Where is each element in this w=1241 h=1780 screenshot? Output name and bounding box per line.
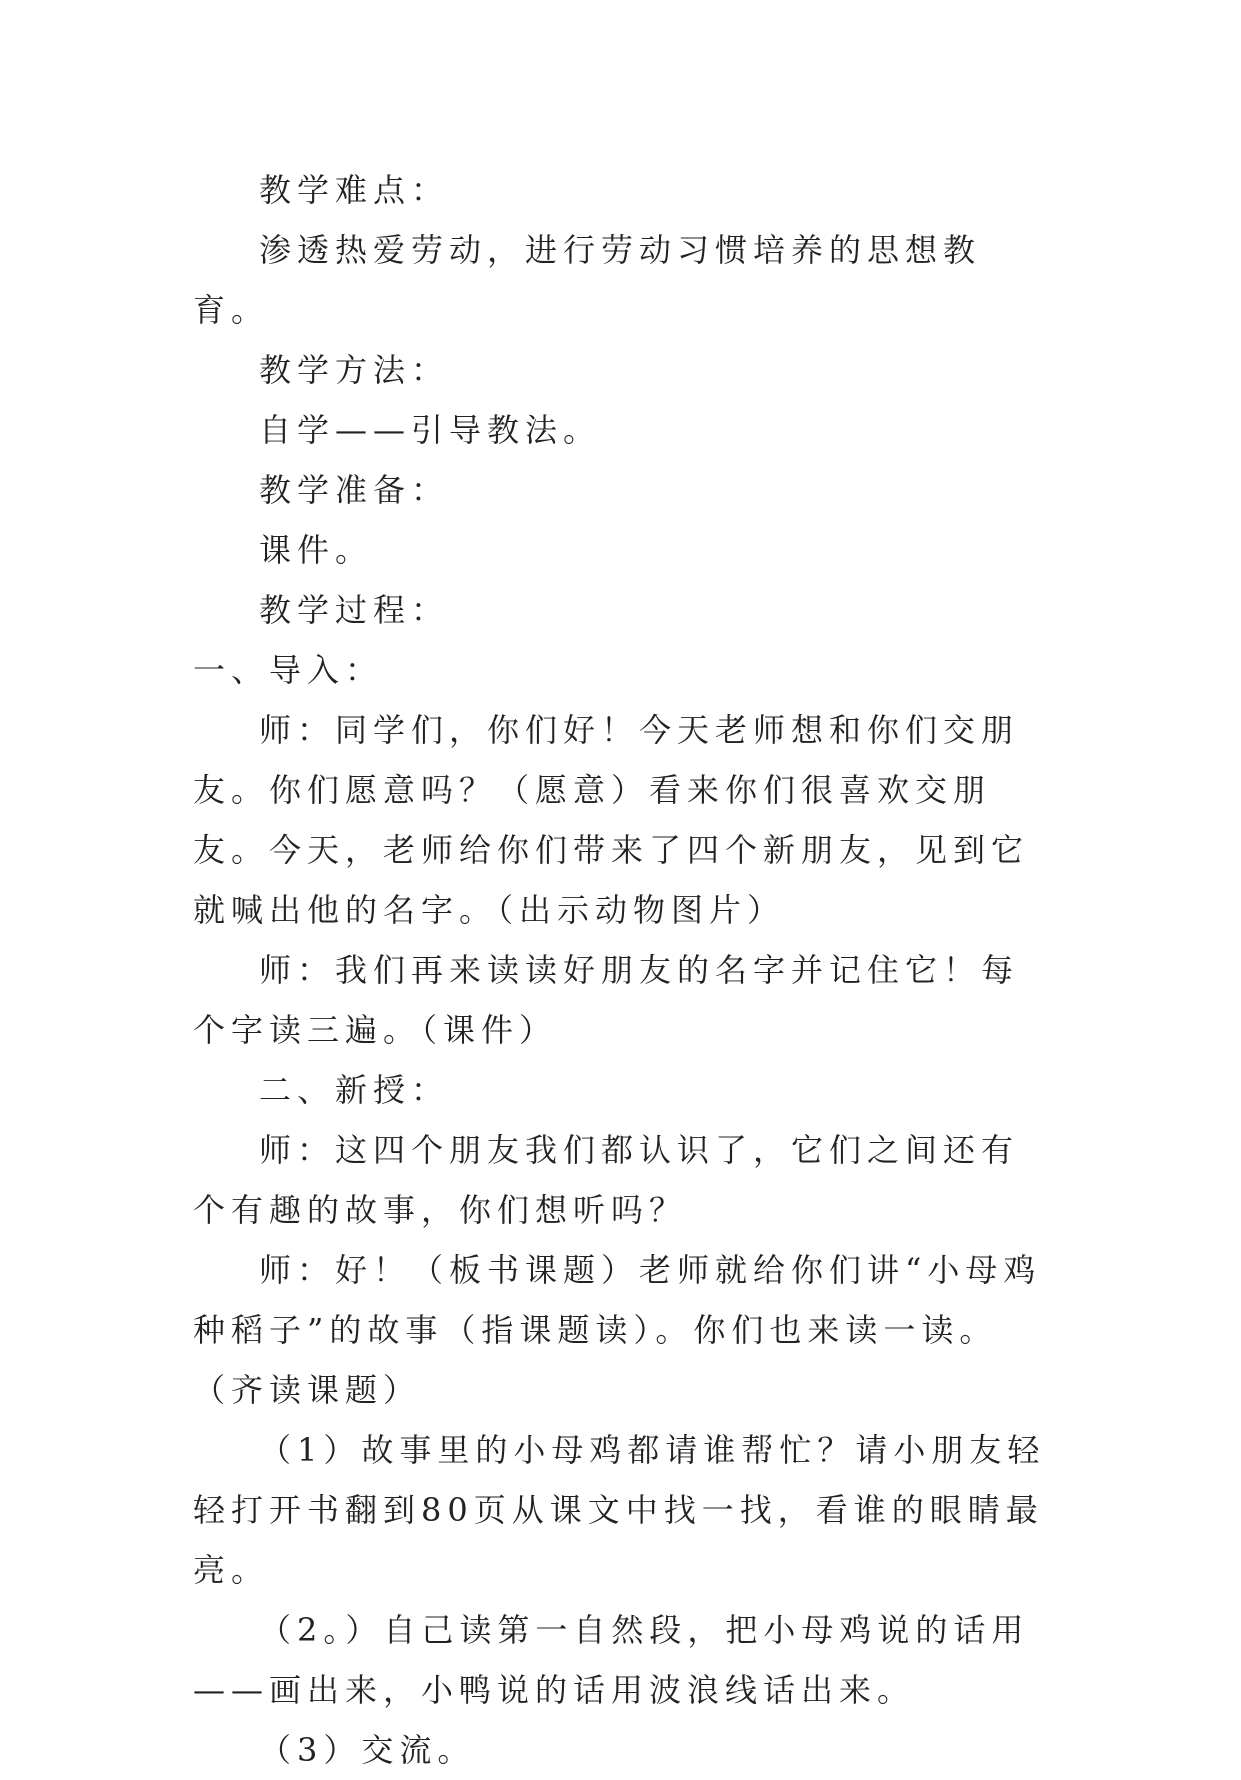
paragraph-step-2: （2。）自己读第一自然段，把小母鸡说的话用——画出来，小鸭说的话用波浪线话出来。 xyxy=(193,1611,1030,1709)
section-heading-new-lesson: 二、新授： xyxy=(259,1071,450,1109)
heading-teaching-method: 教学方法： xyxy=(259,351,450,389)
paragraph-method-content: 自学——引导教法。 xyxy=(259,411,602,449)
section-heading-introduction: 一、导入： xyxy=(193,651,384,689)
paragraph-teacher-story-intro: 师：这四个朋友我们都认识了，它们之间还有个有趣的故事，你们想听吗？ xyxy=(193,1131,1020,1229)
paragraph-difficulty-content: 渗透热爱劳动，进行劳动习惯培养的思想教育。 xyxy=(193,231,982,329)
heading-teaching-preparation: 教学准备： xyxy=(259,471,450,509)
paragraph-step-3: （3）交流。 xyxy=(259,1731,476,1769)
paragraph-preparation-content: 课件。 xyxy=(259,531,374,569)
paragraph-step-1: （1）故事里的小母鸡都请谁帮忙？请小朋友轻轻打开书翻到80页从课文中找一找，看谁的眼睛最亮。 xyxy=(193,1431,1046,1589)
document-body xyxy=(193,160,1053,1780)
heading-teaching-process: 教学过程： xyxy=(259,591,450,629)
paragraph-teacher-read-names: 师：我们再来读读好朋友的名字并记住它！每个字读三遍。（课件） xyxy=(193,951,1020,1049)
paragraph-teacher-title: 师：好！（板书课题）老师就给你们讲“小母鸡种稻子”的故事（指课题读）。你们也来读一读。（齐读课题） xyxy=(193,1251,1042,1409)
heading-teaching-difficulty: 教学难点： xyxy=(259,171,450,209)
paragraph-teacher-greeting: 师：同学们，你们好！今天老师想和你们交朋友。你们愿意吗？（愿意）看来你们很喜欢交朋友。今天，老师给你们带来了四个新朋友，见到它就喊出他的名字。（出示动物图片） xyxy=(193,711,1030,929)
